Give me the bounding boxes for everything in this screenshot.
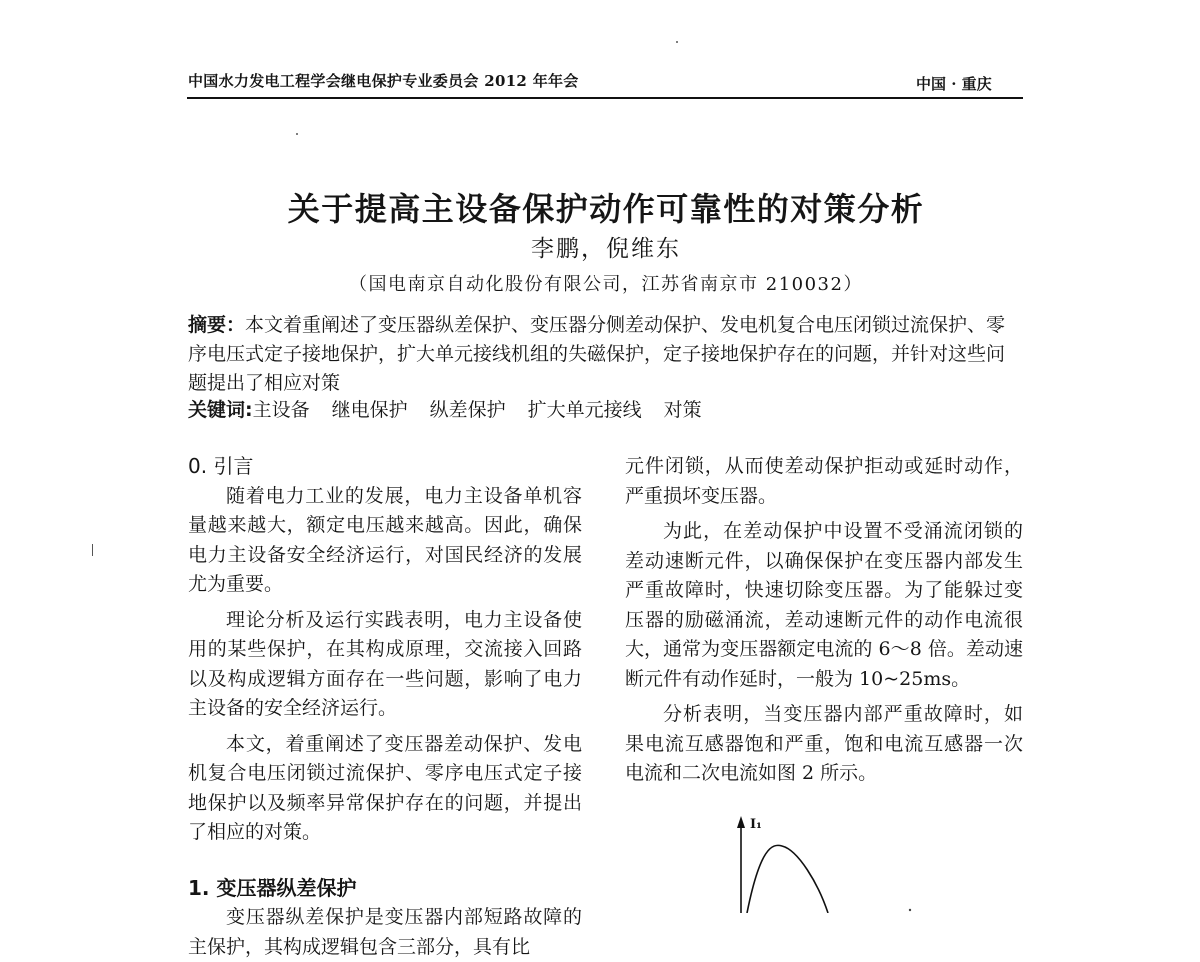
intro-paragraph-3: 本文，着重阐述了变压器差动保护、发电机复合电压闭锁过流保护、零序电压式定子接地保护以及频率异常保护存在的问题，并提出了相应的对策。 (188, 732, 582, 843)
keyword: 扩大单元接线 (527, 399, 642, 421)
running-header-conference: 中国水力发电工程学会继电保护专业委员会 2012 年年会 (188, 72, 579, 90)
keywords-label: 关键词: (188, 399, 253, 421)
scan-speck (676, 41, 678, 43)
paper-title: 关于提高主设备保护动作可靠性的对策分析 (287, 190, 925, 228)
keyword: 纵差保护 (429, 399, 506, 421)
intro-paragraph-1: 随着电力工业的发展，电力主设备单机容量越来越大，额定电压越来越高。因此，确保电力主设备安全经济运行，对国民经济的发展尤为重要。 (188, 484, 582, 595)
scan-speck (92, 544, 93, 556)
y-axis-arrow (737, 816, 745, 828)
figure-2-svg (700, 808, 920, 913)
keywords (188, 396, 1022, 424)
scan-speck (909, 909, 911, 911)
y-axis-label: I₁ (750, 817, 762, 832)
left-column (188, 452, 582, 962)
intro-paragraph-2: 理论分析及运行实践表明，电力主设备使用的某些保护，在其构成原理，交流接入回路以及构成逻辑方面存在一些问题，影响了电力主设备的安全经济运行。 (188, 608, 582, 719)
abstract (188, 311, 1022, 398)
keyword: 继电保护 (331, 399, 408, 421)
figure-2-current-waveform (700, 808, 920, 917)
header-rule (187, 97, 1023, 99)
abstract-label: 摘要： (188, 314, 246, 336)
right-column (625, 452, 1023, 789)
scan-speck (296, 133, 298, 135)
right-paragraph-2: 为此，在差动保护中设置不受涌流闭锁的差动速断元件，以确保保护在变压器内部发生严重故障时，快速切除变压器。为了能躲过变压器的励磁涌流，差动速断元件的动作电流很大，通常为变压器额定电流的 6～8 倍。差动速断元件有动作延时，一般为 10~25ms。 (625, 520, 1023, 690)
paper-authors: 李鹏，倪维东 (531, 236, 681, 262)
section-1-paragraph-1: 变压器纵差保护是变压器内部短路故障的主保护，其构成逻辑包含三部分，具有比 (188, 906, 582, 958)
keyword: 主设备 (252, 399, 310, 421)
running-header-location: 中国 · 重庆 (916, 75, 992, 93)
right-paragraph-1: 元件闭锁，从而使差动保护拒动或延时动作，严重损坏变压器。 (625, 455, 1023, 507)
paper-affiliation: （国电南京自动化股份有限公司，江苏省南京市 210032） (349, 274, 863, 295)
section-0-heading: 0. 引言 (188, 454, 254, 478)
abstract-text: 本文着重阐述了变压器纵差保护、变压器分侧差动保护、发电机复合电压闭锁过流保护、零序电压式定子接地保护，扩大单元接线机组的失磁保护，定子接地保护存在的问题，并针对这些问题提出了相应对策 (188, 314, 1006, 394)
section-1-heading: 1. 变压器纵差保护 (188, 875, 357, 900)
right-paragraph-3: 分析表明，当变压器内部严重故障时，如果电流互感器饱和严重，饱和电流互感器一次电流和二次电流如图 2 所示。 (625, 703, 1023, 784)
keyword: 对策 (663, 399, 702, 421)
primary-current-curve (747, 845, 828, 913)
